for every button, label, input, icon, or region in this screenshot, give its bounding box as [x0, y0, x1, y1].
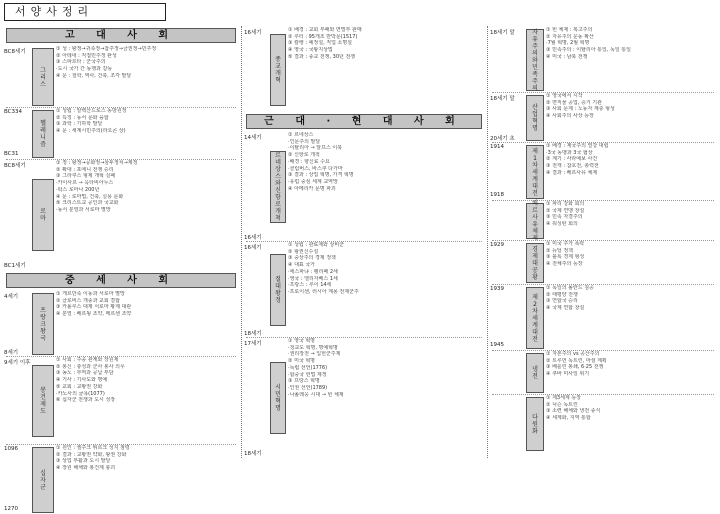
period-date: BC1세기	[4, 263, 26, 269]
period-label: 경제대공황	[532, 245, 538, 281]
period-label: 종교개혁	[275, 56, 281, 84]
period-row	[490, 92, 716, 142]
period-notes	[546, 241, 714, 283]
note-line: ① 원인 : 셀주크 튀르크 성지 점령	[56, 445, 130, 451]
period-row	[244, 337, 484, 457]
period-notes	[546, 143, 714, 199]
note-line: ① 르네상스	[288, 132, 314, 138]
note-line: ① 빈 체제 : 복고주의	[546, 27, 593, 33]
period-label-box	[526, 29, 544, 91]
note-line: ② 닉슨 독트린	[546, 401, 578, 408]
period-notes	[56, 108, 236, 158]
note-line: ③ 그라쿠스 형제 개혁 실패	[56, 173, 116, 180]
note-line: ④ 장원 해체와 봉건제 붕괴	[56, 465, 116, 472]
note-line: ·카이사르 → 옥타비아누스	[56, 180, 114, 187]
note-line: ② 봉신 : 충성과 군사 봉사 의무	[56, 363, 125, 370]
document-title: 서양사정리	[4, 3, 166, 21]
period-label-box	[526, 243, 544, 283]
period-date: 4세기	[4, 294, 19, 300]
period-row	[490, 350, 716, 394]
period-date: 18세기 말	[490, 96, 515, 102]
note-line: ④ 대표 국가	[288, 262, 315, 269]
note-line: ② 자유주의 운동 확산	[546, 33, 594, 40]
note-line: ② 계기 : 사라예보 사건	[546, 156, 598, 163]
period-label-box	[526, 145, 544, 199]
period-date: 1096	[4, 446, 18, 452]
period-label-box	[32, 48, 54, 106]
period-notes	[56, 46, 236, 106]
note-line: ③ 결과 : 상업 혁명, 가격 혁명	[288, 172, 354, 179]
period-row	[4, 45, 238, 107]
period-label-box	[32, 110, 54, 158]
note-line: ③ 사회 문제 : 노동자 계층 형성	[546, 106, 615, 113]
note-line: ③ 연합국 승리	[546, 298, 578, 305]
period-date: 18세기 말	[490, 30, 515, 36]
note-line: ·팍스 로마나 200년	[56, 186, 100, 193]
note-line: ·합중국 헌법 제정	[288, 371, 327, 378]
note-line: ⑤ 교회 : 교황권 강화	[56, 383, 103, 390]
note-line: ② 왕권신수설	[288, 248, 319, 255]
section-banner: 근 대 · 현 대 사 회	[246, 114, 482, 129]
period-date: 17세기	[244, 341, 262, 347]
period-label-box	[526, 397, 544, 451]
period-label-box	[32, 447, 54, 513]
column-modern	[244, 24, 484, 458]
note-line: ② 신항로 개척	[288, 152, 320, 159]
period-notes	[288, 27, 482, 111]
note-line: ·프랑스 : 루이 14세	[288, 282, 332, 289]
period-date: BC31	[4, 151, 19, 157]
note-line: ⑤ 결과 : 종교 전쟁, 30년 전쟁	[288, 53, 356, 60]
period-label: 절대왕정	[275, 276, 281, 304]
note-line: ② 특징 : 동서 문화 융합	[56, 114, 109, 121]
period-row	[4, 444, 238, 514]
note-line: ④ 문 : 로마법, 건축, 실용 문화	[56, 193, 124, 200]
period-date: 1914	[490, 144, 504, 150]
note-line: ④ 문 : 철학, 역사, 건축, 조각 발달	[56, 72, 132, 79]
period-date: 18세기	[244, 331, 262, 337]
period-label-box	[270, 34, 286, 106]
period-notes	[546, 93, 714, 141]
note-line: ③ 스파르타 : 군국주의	[56, 59, 106, 66]
period-notes	[288, 132, 482, 240]
note-line: ④ 미국 : 남북 전쟁	[546, 53, 588, 60]
note-line: ④ 워싱턴 회의	[546, 221, 578, 228]
period-notes	[56, 160, 236, 268]
note-line: ① 성 : 왕정→귀족정→참주정→금권정→민주정	[56, 46, 157, 52]
note-line: ③ 민족주의 : 이탈리아 통일, 독일 통일	[546, 47, 631, 54]
period-notes	[56, 445, 236, 513]
period-date: BC8세기	[4, 49, 26, 55]
note-line: ④ 기사 : 기사도와 명예	[56, 377, 108, 384]
period-notes	[546, 27, 714, 91]
note-line: ① 배경 : 교회 부패와 면벌부 판매	[288, 27, 362, 33]
note-line: ③ 카롤루스 대제 서로마 황제 대관	[56, 304, 132, 311]
period-label-box	[526, 287, 544, 349]
note-line: ② 미국 혁명	[288, 358, 315, 365]
section-banner: 고 대 사 회	[6, 28, 236, 43]
note-line: ③ 농노 : 부역과 공납 부담	[56, 370, 114, 377]
note-line: ② 트루먼 독트린, 마셜 계획	[546, 357, 607, 364]
note-line: ② 루터 : 95개조 반박문(1517)	[288, 33, 358, 40]
note-line: ① 성립 : 알렉산드로스 동방원정	[56, 108, 127, 114]
note-line: ③ 베를린 봉쇄, 6·25 전쟁	[546, 364, 604, 371]
note-line: ③ 상업 부활과 도시 발달	[56, 458, 111, 465]
column-ancient-medieval	[4, 24, 238, 512]
note-line: ② 아테네 : 직접민주정 완성	[56, 52, 117, 59]
period-date: BC334	[4, 109, 23, 115]
note-line: ① 미국 주가 폭락	[546, 241, 585, 247]
note-line: ① 배경 : 제국주의 열강 대립	[546, 143, 609, 149]
note-line: ④ 분열 : 베르됭 조약, 메르센 조약	[56, 311, 132, 318]
note-line: ·3국 동맹과 3국 협상	[546, 149, 593, 156]
period-row	[244, 26, 484, 112]
note-line: ③ 중상주의 경제 정책	[288, 255, 336, 262]
section-banner: 중 세 사 회	[6, 273, 236, 288]
period-notes	[546, 285, 714, 349]
period-label-box	[32, 365, 54, 437]
note-line: ④ 결과 : 베르사유 체제	[546, 169, 598, 176]
note-line: ·배경 : 향신료 수요	[288, 158, 330, 165]
note-line: ④ 세계화, 지역 통합	[546, 415, 591, 422]
period-label: 헬레니즘	[40, 120, 46, 148]
period-label-box	[526, 200, 544, 242]
period-date: 1945	[490, 342, 504, 348]
note-line: ② 결과 : 교황권 약화, 왕권 강화	[56, 451, 127, 458]
period-label-box	[32, 179, 54, 251]
note-line: ① 영국 혁명	[288, 338, 315, 344]
column-divider	[487, 26, 488, 458]
period-date: 16세기	[244, 235, 262, 241]
note-line: ·7월 혁명, 2월 혁명	[546, 40, 590, 47]
period-row	[4, 107, 238, 159]
period-label-box	[526, 95, 544, 141]
period-label: 시민혁명	[275, 384, 281, 412]
note-line: ② 면직물 공업, 증기 기관	[546, 99, 602, 106]
note-line: ·독립 선언(1776)	[288, 364, 328, 371]
note-line: ⑥ 십자군 전쟁과 도시 성장	[56, 397, 116, 404]
note-line: ·콜럼버스, 바스쿠 다가마	[288, 165, 343, 172]
note-line: ④ 쿠바 미사일 위기	[546, 371, 590, 378]
period-row	[490, 142, 716, 200]
period-date: 9세기 이후	[4, 360, 31, 366]
note-line: ① 파리 강화 회의	[546, 201, 585, 207]
period-row	[490, 284, 716, 350]
period-label: 산업혁명	[532, 104, 538, 132]
note-line: ① 사회 : 주종 관계와 장원제	[56, 357, 119, 363]
column-contemporary	[490, 24, 716, 458]
period-label: 제2차세계대전	[532, 293, 538, 343]
period-label: 다원화	[532, 413, 538, 435]
note-line: ② 국제 연맹 창설	[546, 207, 585, 214]
note-line: ④ 아메리카 문명 파괴	[288, 185, 336, 192]
note-line: ·인문주의 발달	[288, 138, 321, 145]
note-line: ④ 영국 : 국왕지상법	[288, 47, 333, 54]
note-line: ② 확대 : 포에니 전쟁 승리	[56, 166, 114, 173]
period-label: 베르사유체제	[532, 200, 538, 242]
note-line: ③ 과학 : 기하학 발달	[56, 121, 103, 128]
period-date: 1939	[490, 286, 504, 292]
period-row	[490, 240, 716, 284]
period-notes	[546, 201, 714, 239]
column-divider	[241, 26, 242, 458]
note-line: ④ 국제 연합 창설	[546, 305, 585, 312]
period-label: 제1차세계대전	[532, 147, 538, 197]
period-label-box	[270, 151, 286, 223]
period-row	[4, 356, 238, 444]
period-date: 16세기	[244, 30, 262, 36]
period-row	[244, 131, 484, 241]
note-line: ·도시 국가 간 동맹과 갈등	[56, 66, 113, 73]
note-line: ·카노사의 굴욕(1077)	[56, 390, 105, 397]
note-line: ·유럽 중심 세계 교역망	[288, 178, 338, 185]
period-row	[244, 241, 484, 337]
period-notes	[546, 395, 714, 451]
period-notes	[546, 351, 714, 393]
note-line: ·이탈리아 → 알프스 이북	[288, 145, 343, 152]
note-line: ·에스파냐 : 펠리페 2세	[288, 268, 338, 275]
period-label: 르네상스와 신항로 개척	[275, 152, 281, 222]
note-line: ·인권 선언(1789)	[288, 384, 328, 391]
note-line: ③ 칼뱅 : 예정설, 직업 소명설	[288, 40, 353, 47]
period-label: 프랑크왕국	[40, 306, 46, 342]
period-notes	[56, 357, 236, 443]
note-line: ① 독일의 폴란드 침공	[546, 285, 594, 291]
period-row	[4, 159, 238, 269]
note-line: ⑤ 크리스트교 공인과 국교화	[56, 200, 119, 207]
note-line: ③ 블록 경제 형성	[546, 254, 585, 261]
period-notes	[288, 338, 482, 456]
note-line: ③ 프랑스 혁명	[288, 378, 320, 385]
note-line: ④ 사회주의 사상 등장	[546, 113, 594, 120]
note-line: ① 성립 : 관료제와 상비군	[288, 242, 344, 248]
period-date: 20세기 초	[490, 136, 515, 142]
period-date: 14세기	[244, 135, 262, 141]
period-label: 십자군	[40, 469, 46, 491]
note-line: ② 뉴딜 정책	[546, 247, 573, 254]
note-line: ·청교도 혁명, 명예혁명	[288, 344, 338, 351]
note-line: ① 제3세계 등장	[546, 395, 581, 401]
note-line: ③ 민족 자결주의	[546, 214, 583, 221]
period-date: 1270	[4, 506, 18, 512]
period-label: 냉전	[532, 366, 538, 380]
note-line: ② 태평양 전쟁	[546, 291, 578, 298]
period-date: BC8세기	[4, 163, 26, 169]
note-line: ① 영국에서 시작	[546, 93, 583, 99]
note-line: ① 게르만족 이동과 서로마 멸망	[56, 291, 125, 297]
period-label: 봉건제도	[40, 387, 46, 415]
period-date: 8세기	[4, 350, 19, 356]
note-line: ·나폴레옹 시대 → 빈 체제	[288, 391, 344, 398]
period-notes	[288, 242, 482, 336]
note-line: ④ 전체주의 등장	[546, 261, 583, 268]
period-label-box	[270, 254, 286, 326]
period-label-box	[270, 362, 286, 434]
note-line: ② 클로비스 개종과 교회 결합	[56, 297, 120, 304]
period-label: 자유주의와 민족주의	[532, 28, 538, 92]
note-line: ① 자본주의 vs 공산주의	[546, 351, 600, 357]
period-date: 1918	[490, 192, 504, 198]
note-line: ·영국 : 엘리자베스 1세	[288, 275, 338, 282]
note-line: ·프로이센, 러시아 계몽 전제군주	[288, 288, 359, 295]
period-date: 18세기	[244, 451, 262, 457]
note-line: ③ 소련 해체와 냉전 종식	[546, 408, 601, 415]
period-row	[490, 394, 716, 452]
period-row	[490, 26, 716, 92]
period-row	[490, 200, 716, 240]
period-label-box	[526, 353, 544, 393]
period-label: 로마	[40, 208, 46, 222]
note-line: ③ 전개 : 참호전, 총력전	[546, 163, 599, 170]
period-label-box	[32, 293, 54, 355]
period-row	[4, 290, 238, 356]
note-line: ·동서 분열과 서로마 멸망	[56, 206, 111, 213]
note-line: ·권리장전 → 입헌군주제	[288, 351, 341, 358]
note-line: ① 정 : 왕정→공화정→삼두정치→제정	[56, 160, 138, 166]
period-date: 1929	[490, 242, 504, 248]
period-notes	[56, 291, 236, 355]
period-date: 16세기	[244, 245, 262, 251]
period-label: 그리스	[40, 66, 46, 88]
note-line: ④ 문 : 세계시민주의(라오콘 상)	[56, 128, 126, 135]
